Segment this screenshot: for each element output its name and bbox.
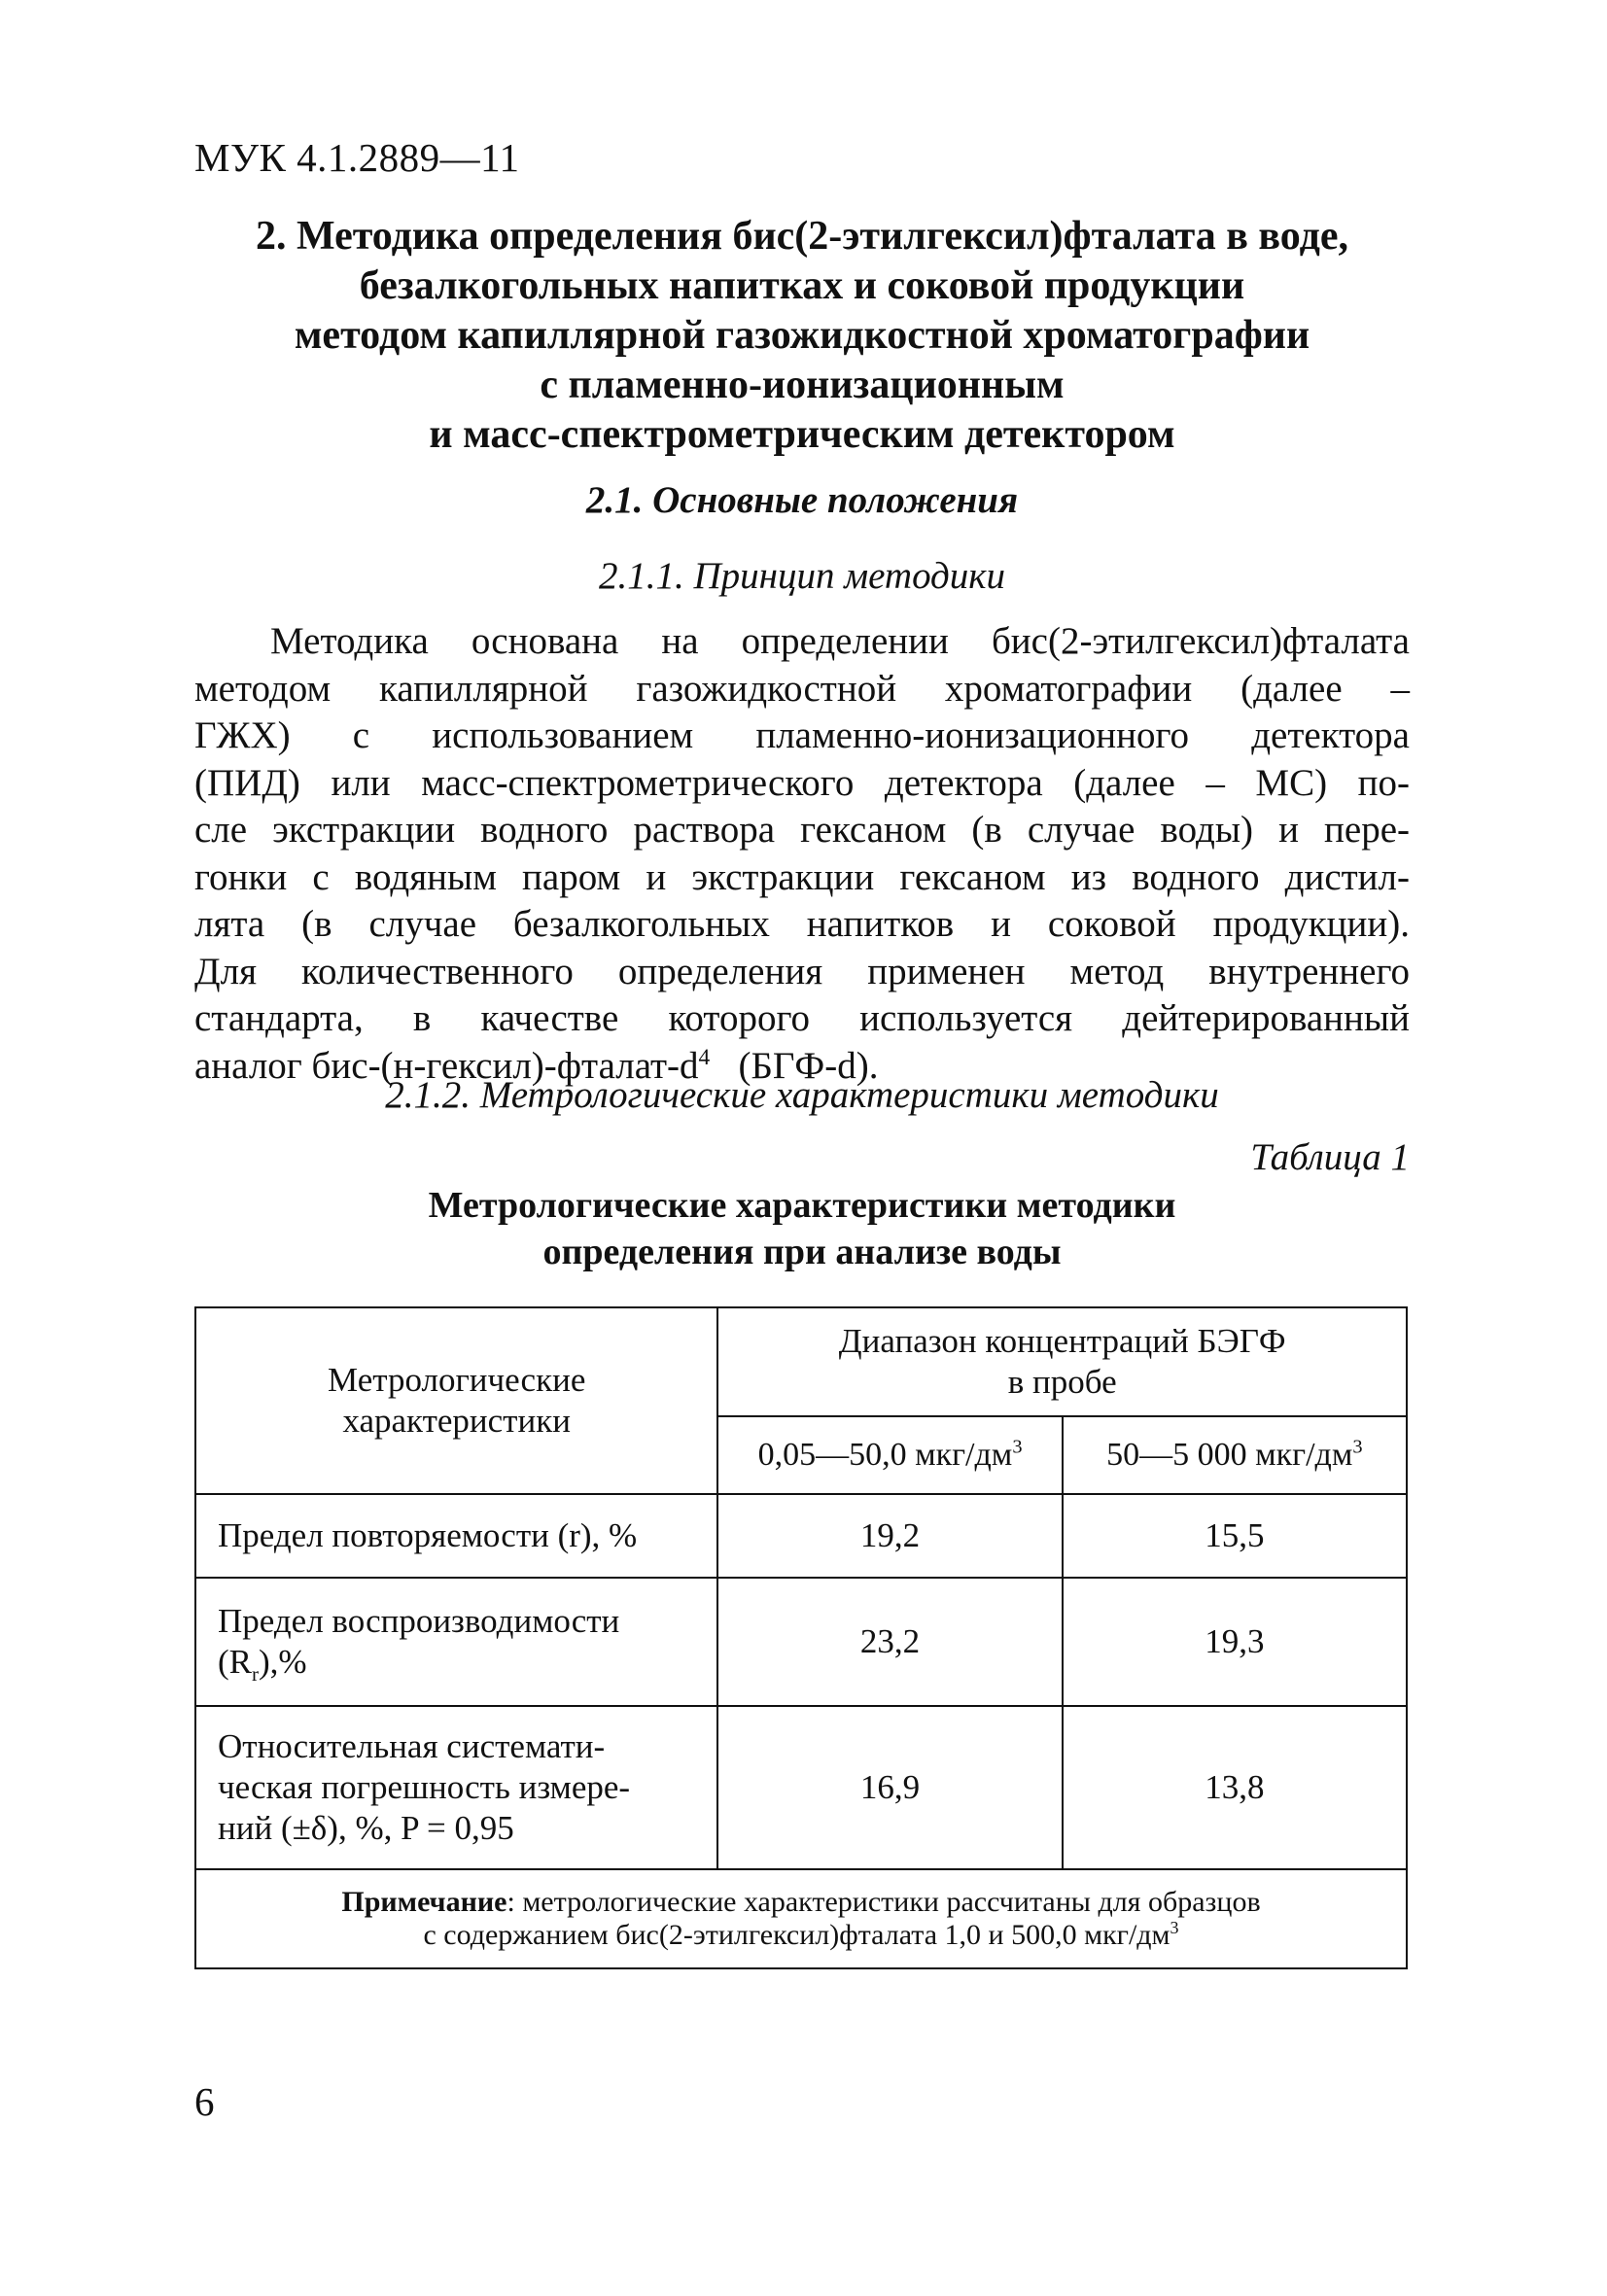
header-text: Диапазон концентраций БЭГФ (838, 1322, 1286, 1360)
superscript: 4 (698, 1044, 711, 1070)
metrology-table (194, 1306, 1408, 1969)
paragraph-line: ГЖХ) с использованием пламенно-ионизационного детектора (194, 714, 1410, 756)
table-title-line: Метрологические характеристики методики (428, 1185, 1176, 1226)
table-label: Таблица 1 (1250, 1136, 1410, 1178)
row-label (195, 1578, 717, 1706)
row-label (195, 1706, 717, 1869)
header-range-1 (717, 1416, 1062, 1494)
row-label-part: (R (218, 1643, 252, 1681)
paragraph-line: (ПИД) или масс-спектрометрического детектора (далее – МС) по- (194, 761, 1410, 804)
row-value: 16,9 (717, 1706, 1062, 1869)
page-number: 6 (194, 2079, 215, 2124)
row-label-line: ний (±δ), %, P = 0,95 (218, 1809, 514, 1847)
paragraph-line: гонки с водяным паром и экстракции гексаном из водного дистил- (194, 855, 1410, 898)
table-row (195, 1578, 1407, 1706)
note-label: Примечание (341, 1886, 507, 1918)
table-note (195, 1869, 1407, 1968)
row-label-line: ческая погрешность измере- (218, 1768, 631, 1806)
range-text: 50—5 000 мкг/дм (1106, 1437, 1353, 1473)
note-text: : метрологические характеристики рассчитаны для образцов (507, 1886, 1261, 1918)
range-text: 0,05—50,0 мкг/дм (757, 1437, 1013, 1473)
row-label: Предел повторяемости (r), % (195, 1494, 717, 1578)
last-line-text-end: (БГФ-d). (710, 1044, 879, 1087)
superscript: 3 (1170, 1918, 1179, 1937)
superscript: 3 (1012, 1436, 1023, 1458)
title-line: методом капиллярной газожидкостной хроматографии (294, 313, 1310, 358)
paragraph-line: сле экстракции водного раствора гексаном (в случае воды) и пере- (194, 809, 1410, 851)
note-text: с содержанием бис(2-этилгексил)фталата 1,0 и 500,0 мкг/дм (423, 1919, 1170, 1951)
header-text: характеристики (342, 1402, 571, 1440)
row-label-line (218, 1642, 716, 1686)
header-concentration-range (717, 1307, 1407, 1416)
row-label-line: Предел воспроизводимости (218, 1602, 620, 1640)
header-range-2 (1063, 1416, 1407, 1494)
header-characteristics (195, 1307, 717, 1494)
title-line: безалкогольных напитках и соковой продукции (359, 263, 1245, 308)
table-row (195, 1706, 1407, 1869)
subsection-heading-2-1-1: 2.1.1. Принцип методики (598, 555, 1006, 597)
subscript: r (252, 1662, 259, 1686)
paragraph-line: методом капиллярной газожидкостной хроматографии (далее – (194, 667, 1410, 710)
superscript: 3 (1352, 1436, 1363, 1458)
subsection-heading-2-1-2: 2.1.2. Метрологические характеристики методики (385, 1074, 1219, 1116)
table-title (194, 1182, 1410, 1275)
paragraph-line: Методика основана на определении бис(2-этилгексил)фталата (270, 620, 1410, 662)
table-title-line: определения при анализе воды (542, 1232, 1062, 1272)
header-text: Метрологические (328, 1361, 586, 1399)
row-label-line: Относительная системати- (218, 1727, 606, 1765)
header-text: в пробе (1007, 1363, 1117, 1401)
row-value: 19,2 (717, 1494, 1062, 1578)
last-line-text: аналог бис-(н-гексил)-фталат-d (194, 1044, 699, 1087)
title-line: и масс-спектрометрическим детектором (429, 412, 1175, 457)
paragraph-line: стандарта, в качестве которого используется дейтерированный (194, 997, 1410, 1039)
document-code-header: МУК 4.1.2889—11 (194, 135, 520, 180)
paragraph-line: Для количественного определения применен метод внутреннего (194, 950, 1410, 992)
title-line: с пламенно-ионизационным (540, 363, 1065, 407)
row-value: 23,2 (717, 1578, 1062, 1706)
section-title (165, 212, 1439, 460)
row-value: 19,3 (1063, 1578, 1407, 1706)
principle-paragraph (194, 618, 1410, 1090)
row-value: 13,8 (1063, 1706, 1407, 1869)
table-row (195, 1494, 1407, 1578)
paragraph-line: лята (в случае безалкогольных напитков и соковой продукции). (194, 903, 1410, 945)
row-label-part: ),% (259, 1643, 307, 1681)
row-value: 15,5 (1063, 1494, 1407, 1578)
note-line (196, 1886, 1406, 1919)
subsection-heading-2-1: 2.1. Основные положения (585, 479, 1019, 521)
note-line (196, 1919, 1406, 1952)
title-line: 2. Методика определения бис(2-этилгексил)фталата в воде, (256, 214, 1348, 259)
